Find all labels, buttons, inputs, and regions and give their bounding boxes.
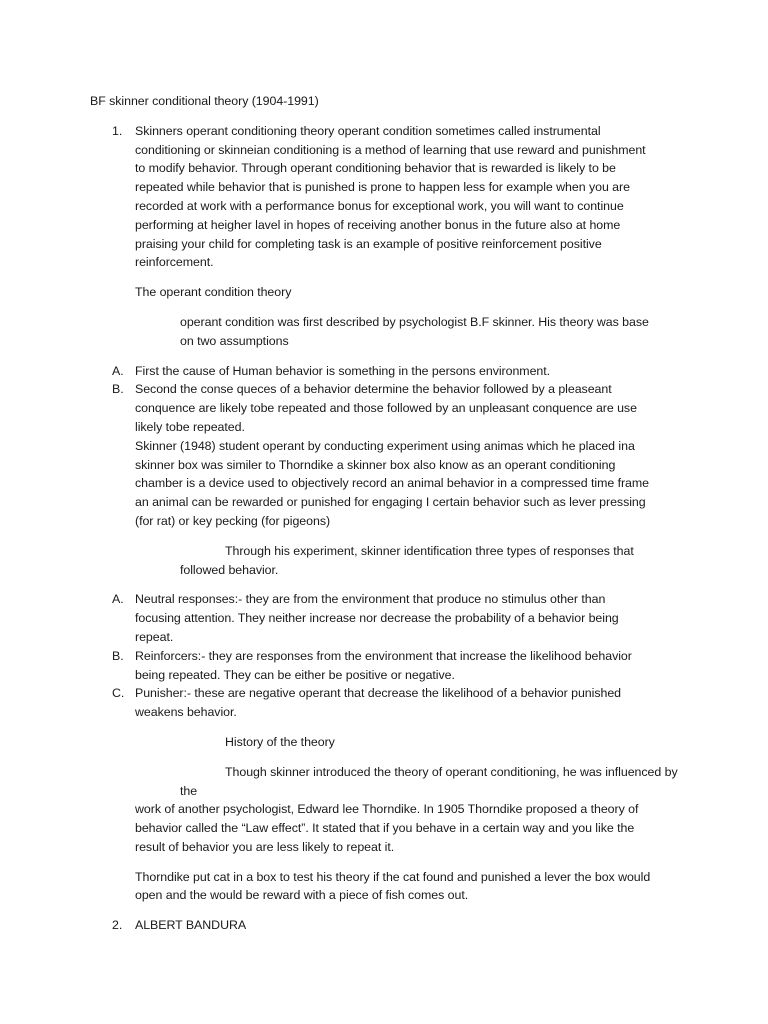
text-line: to modify behavior. Through operant conditioning behavior that is rewarded is likely to be xyxy=(135,161,616,176)
list-marker: B. xyxy=(112,648,124,663)
text-line: skinner box was similer to Thorndike a skinner box also know as an operant conditioning xyxy=(135,457,616,472)
text-line: Second the conse queces of a behavior determine the behavior followed by a pleaseant xyxy=(135,382,612,397)
lettered-item-a xyxy=(90,590,690,646)
lettered-item-text xyxy=(135,684,690,722)
text-line: open and the would be reward with a piece of fish comes out. xyxy=(135,888,469,903)
text-line: an animal can be rewarded or punished for engaging I certain behavior such as lever pressing xyxy=(135,495,646,510)
text-line: Through his experiment, skinner identification three types of responses that xyxy=(225,543,634,558)
lettered-item-text xyxy=(135,590,690,646)
list-marker: C. xyxy=(112,686,125,701)
text-line: likely tobe repeated. xyxy=(135,419,245,434)
text-line: First the cause of Human behavior is something in the persons environment. xyxy=(135,363,551,378)
lettered-item-b xyxy=(90,647,690,685)
text-line: ALBERT BANDURA xyxy=(135,918,247,933)
text-line: weakens behavior. xyxy=(135,705,237,720)
text-line: being repeated. They can be either be positive or negative. xyxy=(135,667,455,682)
document-title: BF skinner conditional theory (1904-1991) xyxy=(90,94,319,108)
list-marker: B. xyxy=(112,382,124,397)
lettered-item-b xyxy=(90,380,690,530)
text-line: operant condition was first described by psychologist B.F skinner. His theory was base xyxy=(180,314,649,329)
list-marker: 2. xyxy=(112,918,123,933)
text-line: on two assumptions xyxy=(180,333,289,348)
list-marker: A. xyxy=(112,363,124,378)
text-line: Skinner (1948) student operant by conducting experiment using animas which he placed ina xyxy=(135,438,635,453)
text-line: chamber is a device used to objectively record an animal behavior in a compressed time frame xyxy=(135,476,649,491)
lettered-item-a xyxy=(90,362,690,381)
text-line: Though skinner introduced the theory of operant conditioning, he was influenced by the xyxy=(180,764,678,798)
list-marker: A. xyxy=(112,592,124,607)
text-line: behavior called the “Law effect”. It stated that if you behave in a certain way and you like the xyxy=(135,821,635,836)
text-line: Punisher:- these are negative operant that decrease the likelihood of a behavior punished xyxy=(135,686,621,701)
text-line: reinforcement. xyxy=(135,255,214,270)
text-line: performing at heigher lavel in hopes of receiving another bonus in the future also at home xyxy=(135,217,621,232)
text-line: conquence are likely tobe repeated and those followed by an unpleasant conquence are use xyxy=(135,401,637,416)
text-line: work of another psychologist, Edward lee Thorndike. In 1905 Thorndike proposed a theory of xyxy=(135,802,639,817)
text-line: repeat. xyxy=(135,629,174,644)
numbered-item-text xyxy=(135,916,690,935)
numbered-item-1 xyxy=(90,122,690,272)
numbered-item-2 xyxy=(90,916,690,935)
text-line: repeated while behavior that is punished is prone to happen less for example when you are xyxy=(135,180,630,195)
section-heading: History of the theory xyxy=(225,734,335,749)
lettered-item-text xyxy=(135,380,690,530)
section-heading: The operant condition theory xyxy=(135,285,292,300)
lettered-item-c xyxy=(90,684,690,722)
lettered-item-text xyxy=(135,647,690,685)
paragraph xyxy=(90,868,690,906)
paragraph xyxy=(90,763,690,857)
text-line: result of behavior you are less likely to repeat it. xyxy=(135,839,395,854)
text-line: followed behavior. xyxy=(180,562,279,577)
text-line: Skinners operant conditioning theory operant condition sometimes called instrumental xyxy=(135,123,601,138)
text-line: focusing attention. They neither increase nor decrease the probability of a behavior being xyxy=(135,611,619,626)
text-line: conditioning or skinneian conditioning is a method of learning that use reward and punishment xyxy=(135,142,646,157)
list-marker: 1. xyxy=(112,123,123,138)
text-line: praising your child for completing task is an example of positive reinforcement positive xyxy=(135,236,602,251)
paragraph xyxy=(90,542,690,580)
text-line: Thorndike put cat in a box to test his theory if the cat found and punished a lever the box would xyxy=(135,869,651,884)
paragraph xyxy=(90,313,690,351)
text-line: Reinforcers:- they are responses from the environment that increase the likelihood behavior xyxy=(135,648,632,663)
text-line: recorded at work with a performance bonus for exceptional work, you will want to continue xyxy=(135,198,624,213)
numbered-item-text xyxy=(135,122,690,272)
document-body xyxy=(90,92,690,935)
text-line: (for rat) or key pecking (for pigeons) xyxy=(135,513,331,528)
lettered-item-text xyxy=(135,362,690,381)
text-line: Neutral responses:- they are from the environment that produce no stimulus other than xyxy=(135,592,606,607)
